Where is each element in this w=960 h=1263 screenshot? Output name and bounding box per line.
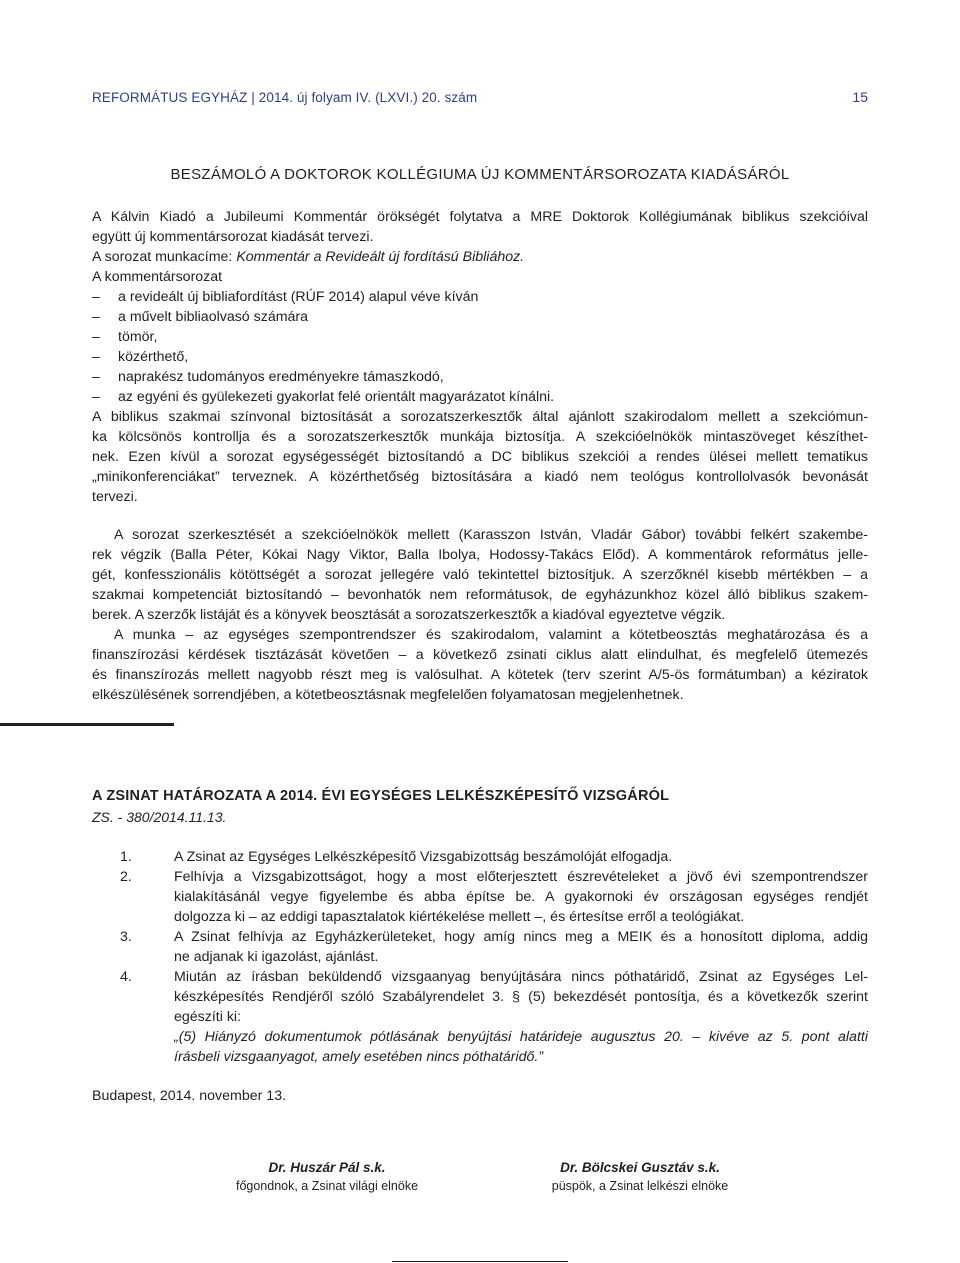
- list-item: – a művelt bibliaolvasó számára: [92, 309, 309, 325]
- working-title-italic: Kommentár a Revideált új fordítású Bibliához.: [236, 249, 525, 265]
- item-line: ne adjanak ki igazolást, ajánlást.: [174, 949, 379, 965]
- signature-block: [525, 1160, 755, 1193]
- item-line: A Zsinat az Egységes Lelkészképesítő Vizsgabizottság beszámolóját elfogadja.: [174, 849, 673, 865]
- paragraph-line: rek végzik (Balla Péter, Kókai Nagy Viktor, Balla Ibolya, Hodossy-Takács Előd). A kommentárok református jelle-: [92, 547, 868, 563]
- item-number: 2.: [120, 869, 132, 885]
- paragraph-line: A biblikus szakmai színvonal biztosítását a sorozatszerkesztők által ajánlott szakirodalom mellett a szekciómun-: [92, 409, 868, 425]
- intro-line: együtt új kommentársorozat kiadását tervezi.: [92, 229, 374, 245]
- list-item: – naprakész tudományos eredményekre támaszkodó,: [92, 369, 444, 385]
- list-item: – a revideált új bibliafordítást (RÚF 2014) alapul véve kíván: [92, 289, 479, 305]
- quoted-amendment: „(5) Hiányzó dokumentumok pótlásának benyújtási határideje augusztus 20. – kivéve az 5. pont alatti: [174, 1029, 868, 1045]
- section-divider: [0, 723, 174, 726]
- resolution-list: [92, 847, 868, 1067]
- signatory-name: Dr. Huszár Pál s.k.: [268, 1160, 386, 1175]
- list-item: – közérthető,: [92, 349, 189, 365]
- paragraph-line: gét, konfesszionális kötöttségét a sorozat jellegére való tekintettel biztosítjuk. A szerzőknél kisebb mértékben – a: [92, 567, 868, 583]
- signature-block: [212, 1160, 442, 1193]
- article-body-continued: [92, 525, 868, 705]
- resolution-item: [92, 927, 868, 967]
- running-head: REFORMÁTUS EGYHÁZ | 2014. új folyam IV. (LXVI.) 20. szám: [92, 90, 478, 105]
- resolution-item: [92, 867, 868, 927]
- paragraph-line: tervezi.: [92, 489, 138, 505]
- resolution-item: [92, 967, 868, 1067]
- paragraph-line: A munka – az egységes szempontrendszer és szakirodalom, valamint a kötetbeosztás meghatározása és a: [114, 627, 868, 643]
- page-number: 15: [852, 89, 868, 105]
- item-line: kialakításánál vegye figyelembe és abba építse be. A gyakornoki év országosan egységes rendjét: [174, 889, 868, 905]
- paragraph-line: és finanszírozás mellett nagyobb részt meg is valósulhat. A kötetek (terv szerint A/5-ös formátumban) a kéziratok: [92, 667, 868, 683]
- item-number: 4.: [120, 969, 132, 985]
- intro-line: A Kálvin Kiadó a Jubileumi Kommentár örökségét folytatva a MRE Doktorok Kollégiumának biblikus szekcióival: [92, 209, 868, 225]
- article-title: BESZÁMOLÓ A DOKTOROK KOLLÉGIUMA ÚJ KOMMENTÁRSOROZATA KIADÁSÁRÓL: [170, 166, 790, 183]
- item-line: Miután az írásban beküldendő vizsgaanyag benyújtására nincs póthatáridő, Zsinat az Egységes Lel-: [174, 969, 868, 985]
- resolution-reference: ZS. - 380/2014.11.13.: [92, 809, 227, 825]
- paragraph-line: nek. Ezen kívül a sorozat egységességét biztosítandó a DC biblikus szekciói a rendes ülései mellett tematikus: [92, 449, 868, 465]
- signatory-role: püspök, a Zsinat lelkészi elnöke: [551, 1179, 729, 1193]
- series-label: A kommentársorozat: [92, 269, 223, 285]
- paragraph-line: finanszírozási kérdések tisztázását követően – a következő zsinati ciklus alatt elindulhat, és megfelelő ütemezés: [92, 647, 868, 663]
- item-line: készképesítés Rendjéről szóló Szabályrendelet 3. § (5) bekezdését pontosítja, és a következők szerint: [174, 989, 868, 1005]
- article-body: [92, 207, 868, 507]
- paragraph-line: szakmai kompetenciát biztosítandó – bevonhatók nem reformátusok, de egyházunkhoz közel álló biblikus szakem-: [92, 587, 868, 603]
- item-line: egészíti ki:: [174, 1009, 242, 1025]
- list-item: – tömör,: [92, 329, 158, 345]
- paragraph-line: A sorozat szerkesztését a szekcióelnökök mellett (Karasszon István, Vladár Gábor) további felkért szakembe-: [114, 527, 868, 543]
- working-title: A sorozat munkacíme: Kommentár a Revideált új fordítású Bibliához.: [92, 249, 525, 265]
- paragraph-line: elkészülésének sorrendjében, a kötetbeosztásnak megfelelően folyamatosan megjelenhetnek.: [92, 687, 684, 703]
- place-date: Budapest, 2014. november 13.: [92, 1088, 287, 1104]
- signatory-name: Dr. Bölcskei Gusztáv s.k.: [560, 1160, 720, 1175]
- paragraph-line: berek. A szerzők listáját és a könyvek beosztását a sorozatszerkesztők a kiadóval egyeztetve végzik.: [92, 607, 726, 623]
- paragraph-line: ka kölcsönös kontrollja és a sorozatszerkesztők munkája biztosítja. A szekcióelnökök mintaszöveget készíthet-: [92, 429, 868, 445]
- resolution-title: A ZSINAT HATÁROZATA A 2014. ÉVI EGYSÉGES LELKÉSZKÉPESÍTŐ VIZSGÁRÓL: [92, 788, 670, 804]
- footer-divider: [392, 1261, 568, 1262]
- quoted-amendment: írásbeli vizsgaanyagot, amely esetében nincs póthatáridő.”: [174, 1049, 544, 1065]
- item-line: dolgozza ki – az eddigi tapasztalatok kiértékelése mellett –, és értesítse erről a teológiákat.: [174, 909, 745, 925]
- paragraph-line: „minikonferenciákat” terveznek. A közérthetőség biztosítására a kiadó nem teológus kontrollolvasók bevonását: [92, 469, 868, 485]
- signatory-role: főgondnok, a Zsinat világi elnöke: [235, 1179, 419, 1193]
- item-line: A Zsinat felhívja az Egyházkerületeket, hogy amíg nincs meg a MEIK és a honosított diploma, addig: [174, 929, 868, 945]
- item-number: 1.: [120, 849, 132, 865]
- list-item: – az egyéni és gyülekezeti gyakorlat felé orientált magyarázatot kínálni.: [92, 389, 555, 405]
- item-number: 3.: [120, 929, 132, 945]
- resolution-item: [92, 847, 868, 867]
- item-line: Felhívja a Vizsgabizottságot, hogy a most előterjesztett észrevételeket a jövő évi szempontrendszer: [174, 869, 868, 885]
